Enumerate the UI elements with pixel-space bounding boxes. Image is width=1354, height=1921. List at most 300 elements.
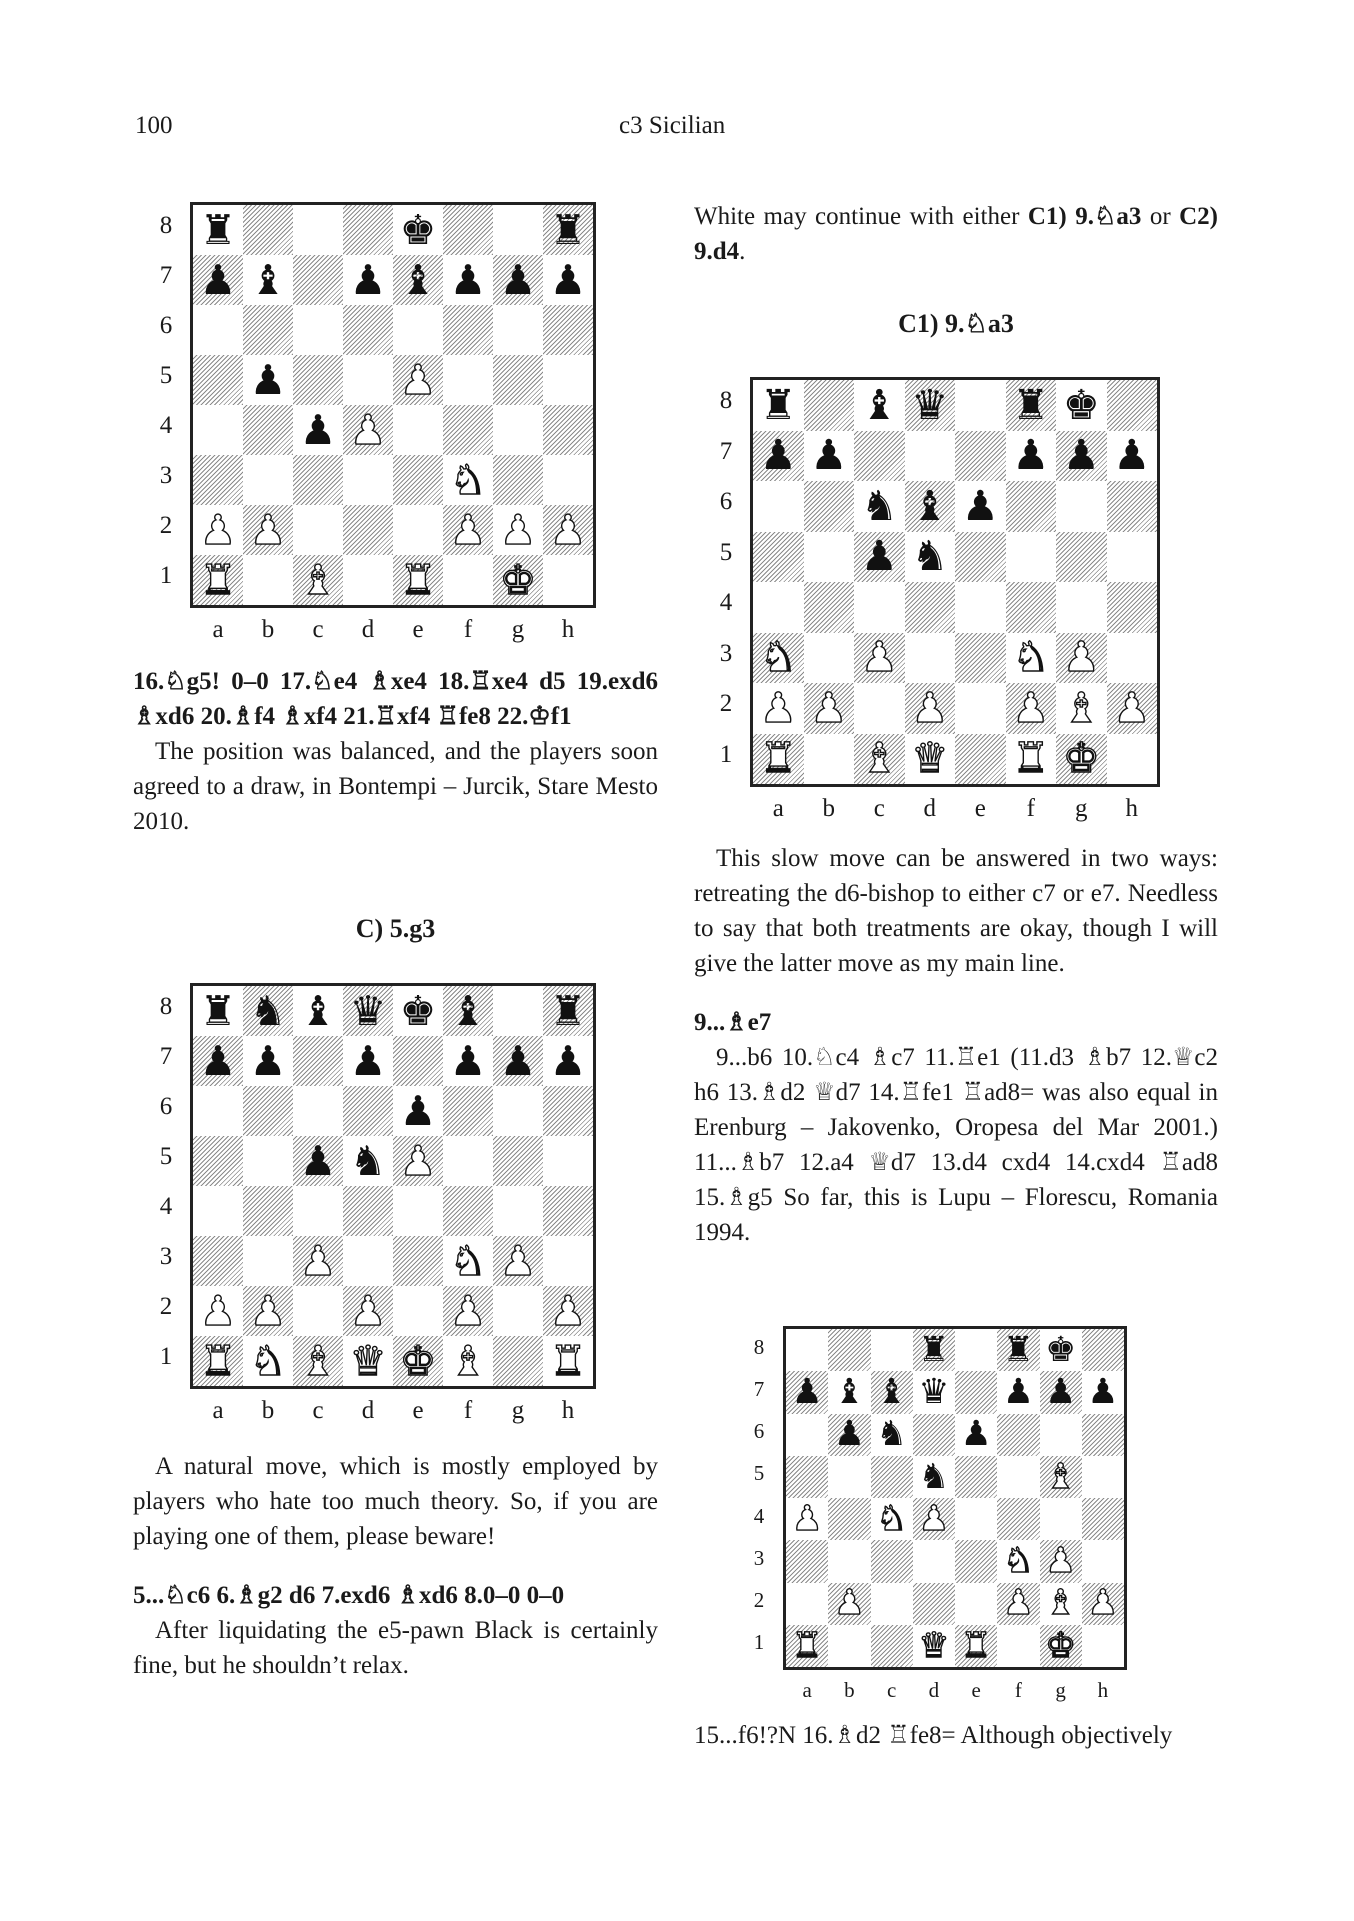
file-label: b: [822, 795, 835, 822]
square-d3: [913, 1540, 955, 1582]
square-f5: [1006, 532, 1057, 583]
paragraph-f6: 15...f6!?N 16.♗d2 ♖fe8= Although objectively: [694, 1722, 1173, 1749]
page-number: 100: [135, 112, 173, 139]
square-f6: [443, 305, 493, 355]
white-pawn-icon: ♟: [549, 1286, 587, 1335]
rank-label: 5: [719, 538, 733, 566]
square-a8: [193, 986, 243, 1036]
square-f7: [1006, 431, 1057, 482]
square-a4: [786, 1498, 828, 1540]
square-h5: [543, 1136, 593, 1186]
white-knight-icon: ♞: [249, 1336, 287, 1385]
paragraph-liquidating: After liquidating the e5-pawn Black is certainly fine, but he shouldn’t relax.: [133, 1617, 658, 1679]
black-knight-icon: ♞: [860, 481, 898, 530]
square-a2: [753, 683, 804, 734]
black-pawn-icon: ♟: [759, 431, 797, 480]
square-c8: [854, 380, 905, 431]
square-e7: [393, 1036, 443, 1086]
paragraph-natural-move: A natural move, which is mostly employed by players who hate too much theory. So, if you are playing one of them, please beware!: [133, 1453, 658, 1550]
black-pawn-icon: ♟: [549, 1036, 587, 1085]
paragraph-slow-move: This slow move can be answered in two ways: retreating the d6-bishop to either c7 or e7. Needless to say that both treatments are okay, though I will give the latter move as my main line.: [694, 845, 1218, 977]
square-b5: [828, 1456, 870, 1498]
white-pawn-icon: ♟: [399, 355, 437, 404]
square-h1: [543, 1336, 593, 1386]
square-d7: [343, 255, 393, 305]
square-h4: [543, 1186, 593, 1236]
white-bishop-icon: ♝: [1062, 683, 1100, 732]
white-queen-icon: ♛: [349, 1336, 387, 1385]
white-king-icon: ♚: [1045, 1625, 1077, 1666]
square-c1: [871, 1625, 913, 1667]
square-f7: [997, 1371, 1039, 1413]
file-label: g: [1075, 795, 1088, 822]
square-a6: [753, 481, 804, 532]
square-b1: [243, 1336, 293, 1386]
square-c2: [293, 1286, 343, 1336]
white-pawn-icon: ♟: [1062, 633, 1100, 682]
chess-board: [190, 202, 596, 608]
square-e7: [955, 1371, 997, 1413]
square-h2: [1107, 683, 1158, 734]
square-b5: [804, 532, 855, 583]
square-a5: [753, 532, 804, 583]
square-c1: [293, 1336, 343, 1386]
square-g7: [1040, 1371, 1082, 1413]
square-c2: [854, 683, 905, 734]
black-pawn-icon: ♟: [1012, 431, 1050, 480]
square-f1: [1006, 734, 1057, 785]
black-bishop-icon: ♝: [299, 986, 337, 1035]
square-h4: [543, 405, 593, 455]
square-h2: [543, 505, 593, 555]
square-c4: [854, 582, 905, 633]
square-h5: [1082, 1456, 1124, 1498]
black-pawn-icon: ♟: [399, 1086, 437, 1135]
rank-label: 7: [719, 437, 733, 465]
square-e8: [955, 380, 1006, 431]
square-g5: [1056, 532, 1107, 583]
square-c5: [293, 1136, 343, 1186]
square-g6: [1056, 481, 1107, 532]
square-c5: [854, 532, 905, 583]
rank-label: 8: [753, 1334, 765, 1359]
black-pawn-icon: ♟: [249, 355, 287, 404]
file-label: d: [923, 795, 936, 822]
square-h3: [1107, 633, 1158, 684]
square-g7: [493, 255, 543, 305]
square-e1: [955, 734, 1006, 785]
intro-text: White may continue with either: [694, 203, 1028, 230]
white-king-icon: ♚: [499, 555, 537, 604]
square-h4: [1107, 582, 1158, 633]
square-a4: [193, 1186, 243, 1236]
square-b1: [243, 555, 293, 605]
square-d4: [343, 1186, 393, 1236]
square-a3: [193, 1236, 243, 1286]
section-heading-c1: C1) 9.♘a3: [898, 309, 1014, 338]
rank-label: 7: [159, 262, 173, 289]
square-g7: [493, 1036, 543, 1086]
square-a2: [786, 1583, 828, 1625]
file-label: c: [886, 1678, 897, 1702]
white-pawn-icon: ♟: [1002, 1583, 1034, 1624]
square-h5: [1107, 532, 1158, 583]
square-g4: [1040, 1498, 1082, 1540]
white-rook-icon: ♜: [960, 1625, 992, 1666]
square-h1: [1082, 1625, 1124, 1667]
white-bishop-icon: ♝: [299, 555, 337, 604]
black-rook-icon: ♜: [549, 986, 587, 1035]
square-h7: [543, 1036, 593, 1086]
square-a6: [786, 1414, 828, 1456]
rank-label: 6: [159, 312, 173, 339]
white-queen-icon: ♛: [918, 1625, 950, 1666]
square-e1: [955, 1625, 997, 1667]
square-d1: [913, 1625, 955, 1667]
square-a7: [193, 1036, 243, 1086]
black-pawn-icon: ♟: [1002, 1372, 1034, 1413]
black-pawn-icon: ♟: [199, 255, 237, 304]
square-f3: [443, 455, 493, 505]
square-d1: [343, 555, 393, 605]
paragraph-intro: [694, 199, 1218, 269]
file-label: h: [1125, 795, 1138, 822]
square-g3: [1056, 633, 1107, 684]
square-b7: [828, 1371, 870, 1413]
square-c6: [871, 1414, 913, 1456]
square-b6: [828, 1414, 870, 1456]
black-queen-icon: ♛: [918, 1372, 950, 1413]
white-rook-icon: ♜: [791, 1625, 823, 1666]
rank-label: 3: [159, 1243, 173, 1270]
square-b7: [243, 1036, 293, 1086]
game-moves-2: 5...♘c6 6.♗g2 d6 7.exd6 ♗xd6 8.0–0 0–0: [133, 1582, 565, 1609]
square-c7: [871, 1371, 913, 1413]
black-pawn-icon: ♟: [810, 431, 848, 480]
file-label: a: [212, 1397, 224, 1424]
square-a5: [193, 1136, 243, 1186]
square-c2: [871, 1583, 913, 1625]
white-pawn-icon: ♟: [249, 1286, 287, 1335]
square-b8: [243, 205, 293, 255]
black-pawn-icon: ♟: [299, 405, 337, 454]
white-bishop-icon: ♝: [860, 734, 898, 783]
chess-diagram-3: [710, 373, 1164, 837]
rank-label: 2: [753, 1588, 765, 1613]
square-b4: [804, 582, 855, 633]
black-pawn-icon: ♟: [499, 1036, 537, 1085]
file-label: b: [261, 1397, 275, 1424]
white-knight-icon: ♞: [1012, 633, 1050, 682]
square-h6: [543, 1086, 593, 1136]
intro-end: .: [739, 238, 746, 265]
file-label: f: [463, 1397, 473, 1424]
white-knight-icon: ♞: [449, 1236, 487, 1285]
square-e3: [955, 1540, 997, 1582]
square-g8: [1056, 380, 1107, 431]
square-b4: [243, 1186, 293, 1236]
white-pawn-icon: ♟: [549, 505, 587, 554]
square-b3: [243, 455, 293, 505]
square-b2: [804, 683, 855, 734]
black-pawn-icon: ♟: [1113, 431, 1151, 480]
square-b1: [828, 1625, 870, 1667]
black-pawn-icon: ♟: [449, 255, 487, 304]
square-a2: [193, 1286, 243, 1336]
white-knight-icon: ♞: [449, 455, 487, 504]
rank-label: 3: [719, 639, 733, 667]
file-label: f: [1014, 1678, 1022, 1702]
square-h3: [543, 1236, 593, 1286]
square-b6: [243, 305, 293, 355]
rank-label: 3: [753, 1545, 765, 1570]
rank-label: 5: [753, 1461, 765, 1486]
white-pawn-icon: ♟: [399, 1136, 437, 1185]
white-knight-icon: ♞: [1002, 1541, 1034, 1582]
square-e8: [955, 1329, 997, 1371]
chess-board: [783, 1326, 1127, 1670]
black-pawn-icon: ♟: [791, 1372, 823, 1413]
square-e4: [955, 1498, 997, 1540]
square-d6: [905, 481, 956, 532]
square-f8: [1006, 380, 1057, 431]
file-label: g: [1055, 1678, 1066, 1702]
rank-label: 6: [719, 488, 733, 516]
rank-label: 6: [159, 1093, 173, 1120]
option-c2: C2) 9.d4: [694, 203, 1218, 265]
square-d5: [913, 1456, 955, 1498]
square-a7: [753, 431, 804, 482]
rank-label: 2: [159, 512, 173, 539]
square-d2: [343, 1286, 393, 1336]
black-queen-icon: ♛: [911, 380, 949, 429]
square-g8: [1040, 1329, 1082, 1371]
square-h8: [1082, 1329, 1124, 1371]
square-d6: [913, 1414, 955, 1456]
square-c2: [293, 505, 343, 555]
square-c6: [293, 305, 343, 355]
black-king-icon: ♚: [1062, 380, 1100, 429]
square-a3: [193, 455, 243, 505]
black-rook-icon: ♜: [199, 205, 237, 254]
square-a6: [193, 1086, 243, 1136]
file-label: a: [212, 616, 224, 643]
square-e5: [393, 1136, 443, 1186]
file-label: h: [561, 616, 575, 643]
black-pawn-icon: ♟: [860, 532, 898, 581]
square-h3: [1082, 1540, 1124, 1582]
square-c8: [871, 1329, 913, 1371]
square-d5: [343, 1136, 393, 1186]
square-f3: [443, 1236, 493, 1286]
square-f1: [997, 1625, 1039, 1667]
square-e7: [393, 255, 443, 305]
square-h2: [543, 1286, 593, 1336]
rank-label: 4: [753, 1503, 765, 1528]
square-g1: [1040, 1625, 1082, 1667]
black-rook-icon: ♜: [1012, 380, 1050, 429]
square-e4: [393, 405, 443, 455]
file-label: d: [928, 1678, 940, 1702]
square-f8: [997, 1329, 1039, 1371]
square-d3: [343, 1236, 393, 1286]
rank-label: 2: [719, 690, 733, 718]
white-pawn-icon: ♟: [299, 1236, 337, 1285]
square-a3: [753, 633, 804, 684]
square-c7: [293, 1036, 343, 1086]
square-g6: [493, 305, 543, 355]
white-knight-icon: ♞: [876, 1498, 908, 1539]
chess-diagram-1: [150, 198, 600, 658]
square-d7: [913, 1371, 955, 1413]
square-g3: [493, 1236, 543, 1286]
square-e5: [393, 355, 443, 405]
square-f2: [997, 1583, 1039, 1625]
white-king-icon: ♚: [1062, 734, 1100, 783]
right-column-bottom: [694, 1718, 1218, 1753]
file-label: e: [412, 1397, 424, 1424]
rank-label: 4: [159, 1193, 173, 1220]
square-f8: [443, 986, 493, 1036]
black-pawn-icon: ♟: [1045, 1372, 1077, 1413]
white-king-icon: ♚: [399, 1336, 437, 1385]
square-e6: [955, 481, 1006, 532]
square-g1: [493, 555, 543, 605]
square-a1: [786, 1625, 828, 1667]
square-g4: [493, 1186, 543, 1236]
square-a4: [753, 582, 804, 633]
black-rook-icon: ♜: [918, 1329, 950, 1370]
black-pawn-icon: ♟: [199, 1036, 237, 1085]
white-pawn-icon: ♟: [911, 683, 949, 732]
white-bishop-icon: ♝: [1045, 1583, 1077, 1624]
rank-label: 4: [159, 412, 173, 439]
right-column-main: [694, 841, 1218, 1250]
square-d8: [913, 1329, 955, 1371]
black-king-icon: ♚: [399, 205, 437, 254]
square-b2: [243, 1286, 293, 1336]
square-b8: [828, 1329, 870, 1371]
square-a3: [786, 1540, 828, 1582]
square-b5: [243, 355, 293, 405]
square-a5: [786, 1456, 828, 1498]
left-column-top: [133, 664, 658, 839]
section-heading-c: C) 5.g3: [355, 914, 436, 943]
square-e7: [955, 431, 1006, 482]
white-pawn-icon: ♟: [249, 505, 287, 554]
file-label: b: [844, 1678, 855, 1702]
square-f4: [443, 405, 493, 455]
square-h4: [1082, 1498, 1124, 1540]
black-bishop-icon: ♝: [911, 481, 949, 530]
square-e3: [393, 1236, 443, 1286]
square-g2: [1040, 1583, 1082, 1625]
square-g3: [493, 455, 543, 505]
square-d5: [905, 532, 956, 583]
black-bishop-icon: ♝: [399, 255, 437, 304]
black-rook-icon: ♜: [759, 380, 797, 429]
black-knight-icon: ♞: [876, 1414, 908, 1455]
square-h7: [1082, 1371, 1124, 1413]
square-c3: [854, 633, 905, 684]
square-g4: [1056, 582, 1107, 633]
square-e5: [955, 1456, 997, 1498]
square-d1: [905, 734, 956, 785]
white-bishop-icon: ♝: [299, 1336, 337, 1385]
square-e6: [393, 1086, 443, 1136]
rank-label: 1: [719, 740, 733, 768]
square-g1: [1056, 734, 1107, 785]
white-pawn-icon: ♟: [791, 1498, 823, 1539]
file-label: e: [974, 795, 986, 822]
square-g2: [1056, 683, 1107, 734]
square-f3: [1006, 633, 1057, 684]
black-knight-icon: ♞: [911, 532, 949, 581]
square-b2: [828, 1583, 870, 1625]
square-d2: [343, 505, 393, 555]
square-h8: [543, 986, 593, 1036]
square-c7: [854, 431, 905, 482]
white-knight-icon: ♞: [759, 633, 797, 682]
white-pawn-icon: ♟: [860, 633, 898, 682]
square-h5: [543, 355, 593, 405]
square-c4: [293, 1186, 343, 1236]
white-pawn-icon: ♟: [449, 505, 487, 554]
black-bishop-icon: ♝: [833, 1372, 865, 1413]
black-pawn-icon: ♟: [1087, 1372, 1119, 1413]
square-b2: [243, 505, 293, 555]
square-h7: [1107, 431, 1158, 482]
square-a8: [193, 205, 243, 255]
square-e4: [955, 582, 1006, 633]
black-queen-icon: ♛: [349, 986, 387, 1035]
square-f1: [443, 1336, 493, 1386]
square-h8: [1107, 380, 1158, 431]
square-g2: [493, 505, 543, 555]
square-g4: [493, 405, 543, 455]
square-d6: [343, 305, 393, 355]
white-rook-icon: ♜: [199, 1336, 237, 1385]
option-c1: C1) 9.♘a3: [1027, 203, 1142, 230]
square-f1: [443, 555, 493, 605]
square-e6: [393, 305, 443, 355]
square-g5: [493, 1136, 543, 1186]
square-c6: [854, 481, 905, 532]
white-pawn-icon: ♟: [833, 1583, 865, 1624]
chess-board: [190, 983, 596, 1389]
square-e8: [393, 205, 443, 255]
file-label: d: [361, 1397, 375, 1424]
square-b6: [804, 481, 855, 532]
black-king-icon: ♚: [399, 986, 437, 1035]
square-g6: [493, 1086, 543, 1136]
rank-label: 1: [159, 562, 173, 589]
square-f4: [997, 1498, 1039, 1540]
square-g5: [493, 355, 543, 405]
rank-label: 5: [159, 1143, 173, 1170]
white-pawn-icon: ♟: [918, 1498, 950, 1539]
rank-label: 7: [159, 1043, 173, 1070]
chess-diagram-4: [743, 1322, 1131, 1720]
file-label: f: [463, 616, 473, 643]
rank-label: 4: [719, 589, 733, 617]
square-d6: [343, 1086, 393, 1136]
square-c8: [293, 205, 343, 255]
white-rook-icon: ♜: [399, 555, 437, 604]
square-b3: [804, 633, 855, 684]
white-pawn-icon: ♟: [1012, 683, 1050, 732]
file-label: g: [511, 1397, 525, 1424]
